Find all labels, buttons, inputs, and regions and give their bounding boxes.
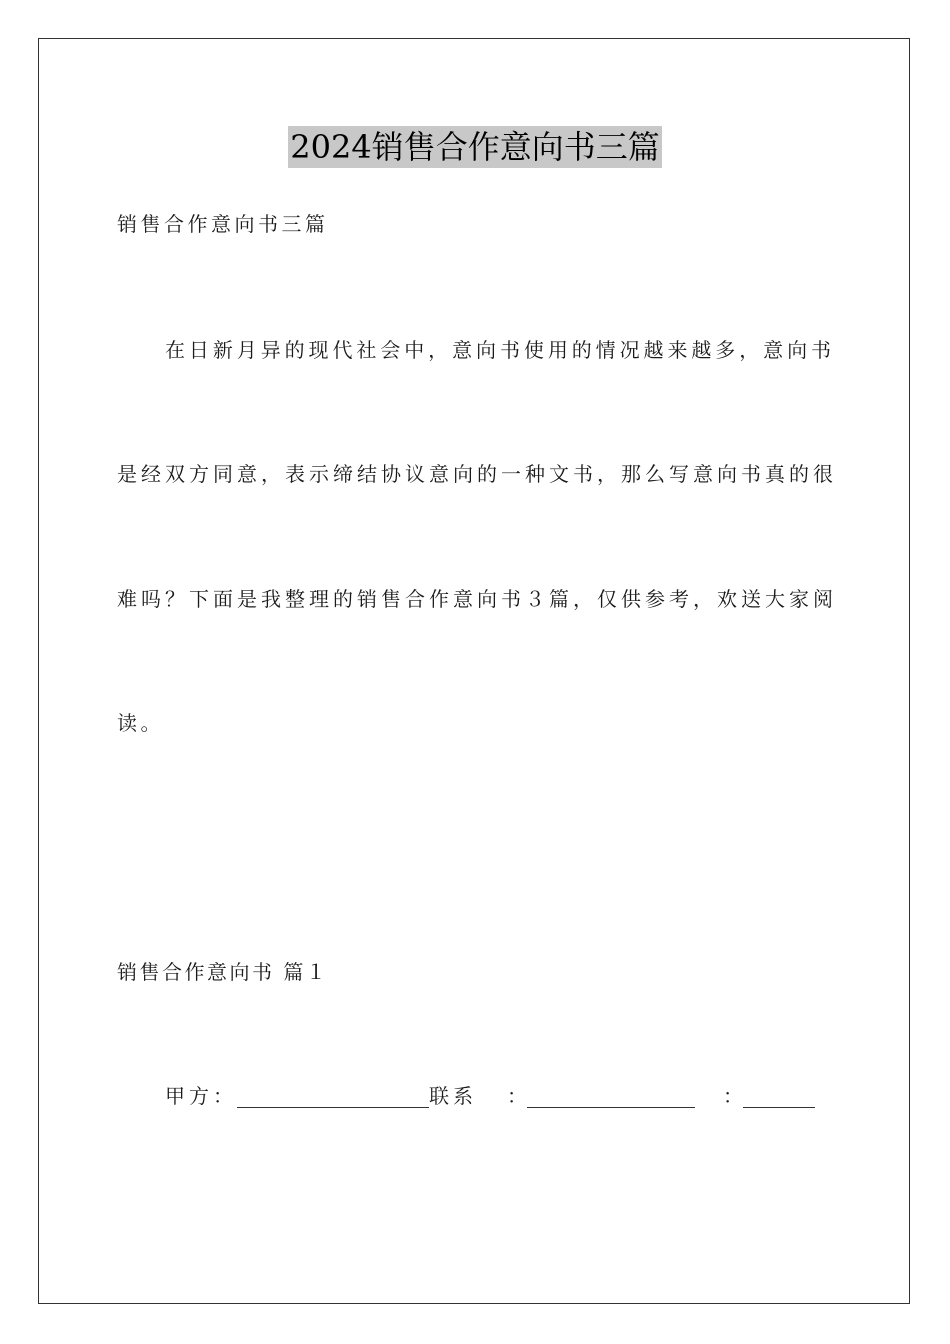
section-heading: 销售合作意向书 篇１ [117,960,329,984]
intro-line-1: 在日新月异的现代社会中，意向书使用的情况越来越多，意向书 [165,338,831,362]
title-container [0,126,950,168]
intro-line-3: 难吗？下面是我整理的销售合作意向书３篇，仅供参考，欢送大家阅 [117,587,833,611]
contact-colon: ： [507,1084,527,1108]
party-a-blank[interactable] [237,1087,429,1108]
trailing-blank[interactable] [743,1087,815,1108]
intro-line-2: 是经双方同意，表示缔结协议意向的一种文书，那么写意向书真的很 [117,462,833,486]
document-subtitle: 销售合作意向书三篇 [117,212,329,236]
party-a-contact-row [165,1084,815,1108]
second-colon: ： [723,1084,743,1108]
contact-blank[interactable] [527,1087,695,1108]
document-title: 2024销售合作意向书三篇 [290,128,660,166]
contact-label: 联系 [429,1084,477,1108]
party-a-label: 甲方： [165,1084,237,1108]
intro-line-4: 读。 [117,711,164,735]
